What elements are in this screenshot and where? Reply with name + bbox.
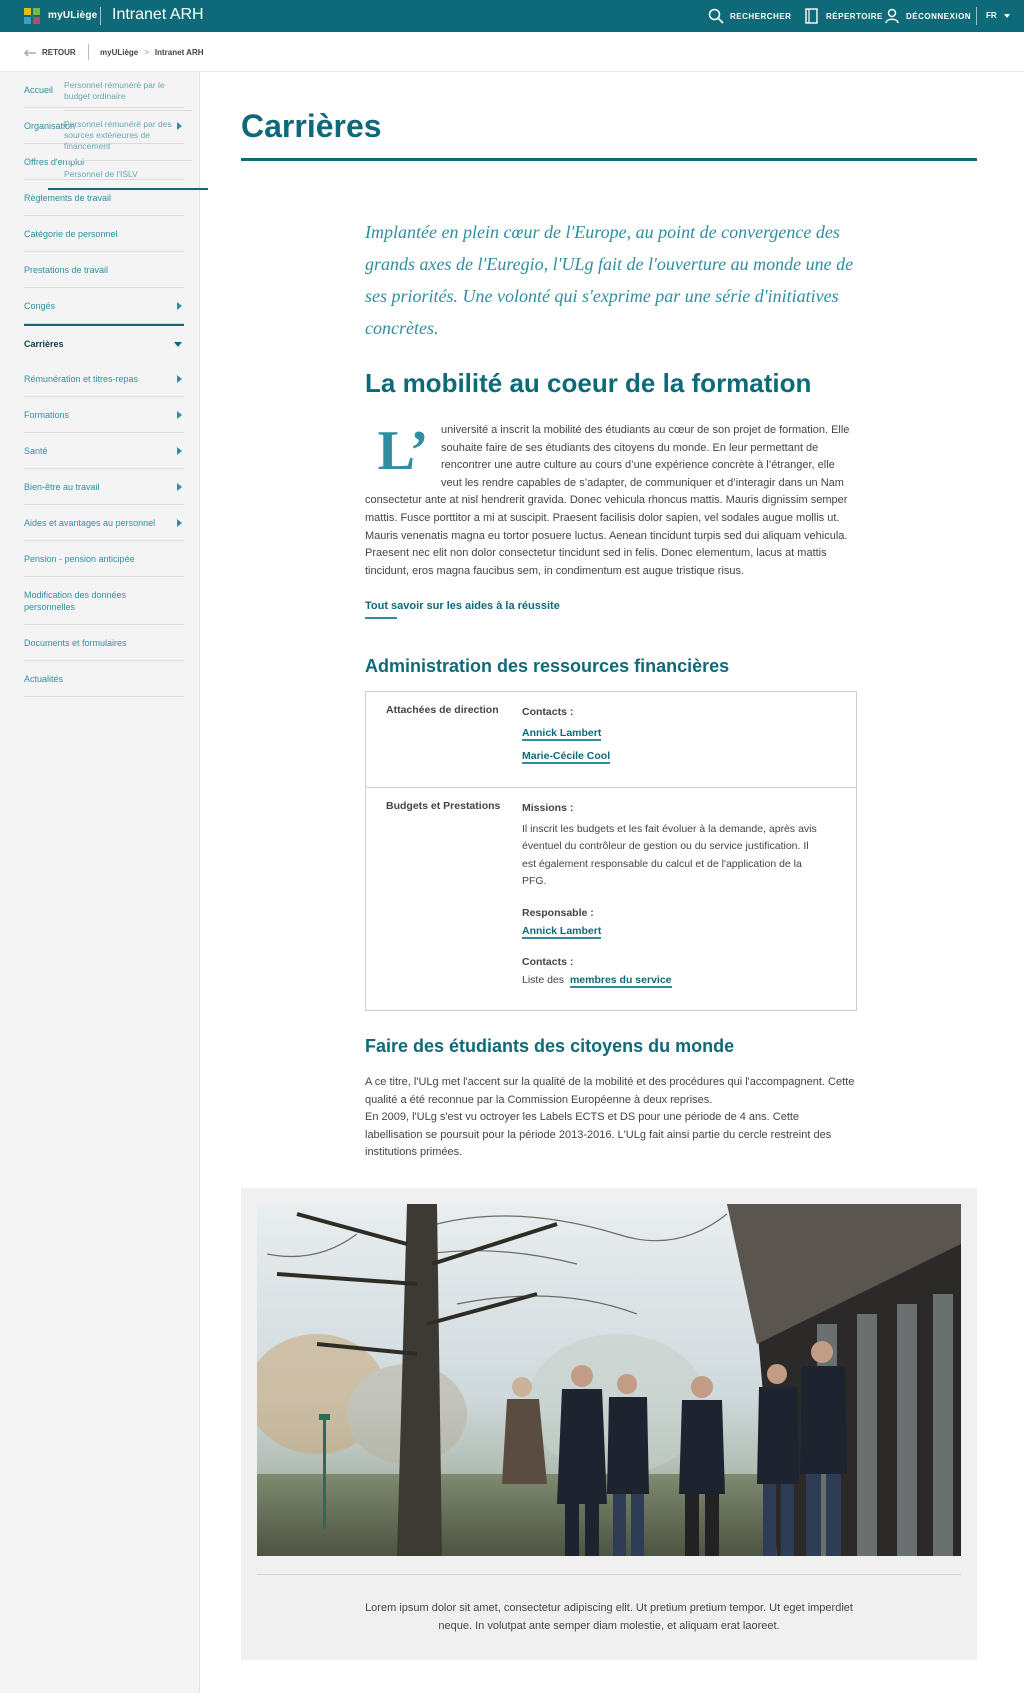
logout-button[interactable] bbox=[884, 8, 971, 24]
sidebar-item-label: Congés bbox=[24, 301, 56, 311]
section-heading-mobility: La mobilité au coeur de la formation bbox=[365, 368, 812, 398]
brand-name[interactable]: myULiège bbox=[48, 10, 98, 21]
breadcrumb bbox=[100, 48, 204, 57]
sidebar-item-label: Documents et formulaires bbox=[24, 638, 127, 648]
sidebar-subitem-1[interactable]: Personnel rémunéré par des sources extérieures de financement bbox=[64, 111, 192, 161]
sidebar-item-label: Rémunération et titres-repas bbox=[24, 374, 139, 384]
contact-link-annick-lambert[interactable]: Annick Lambert bbox=[522, 726, 602, 739]
responsable-label: Responsable : bbox=[522, 906, 594, 919]
section-heading-citizens: Faire des étudiants des citoyens du monde bbox=[365, 1036, 735, 1056]
row-label-budgets: Budgets et Prestations bbox=[386, 800, 501, 812]
sidebar bbox=[0, 72, 200, 1693]
sidebar-subnav bbox=[48, 72, 208, 190]
row-body-direction bbox=[522, 704, 822, 766]
search-button[interactable] bbox=[708, 8, 791, 24]
table-row bbox=[366, 788, 856, 1010]
link-underline bbox=[365, 617, 397, 619]
sidebar-item-6[interactable] bbox=[24, 288, 184, 324]
sidebar-nav bbox=[24, 72, 184, 697]
directory-label: RÉPERTOIRE bbox=[826, 11, 883, 21]
table-row bbox=[366, 692, 856, 788]
directory-button[interactable] bbox=[804, 8, 883, 24]
breadcrumb-divider bbox=[88, 44, 89, 60]
responsable-link[interactable]: Annick Lambert bbox=[522, 924, 602, 937]
chevron-right-icon bbox=[177, 447, 182, 455]
sidebar-item-9[interactable] bbox=[24, 397, 184, 433]
citizens-text-1: A ce titre, l'ULg met l'accent sur la qualité de la mobilité et des procédures qui l'accompagnent. Cette qualité a été reconnue par la Commission Européenne à deux reprises. bbox=[365, 1076, 855, 1106]
caption-divider bbox=[257, 1574, 961, 1575]
citizens-text-2: En 2009, l'ULg s'est vu octroyer les Labels ECTS et DS pour une période de 4 ans. Cette labellisation se poursuit pour la période 2013-2016. L'ULg fait ainsi partie du cercle restreint des institutions primées. bbox=[365, 1111, 832, 1159]
sidebar-item-label: Catégorie de personnel bbox=[24, 229, 118, 239]
chevron-down-icon bbox=[174, 342, 182, 347]
uliege-logo-icon[interactable] bbox=[24, 8, 40, 24]
success-aid-link[interactable]: Tout savoir sur les aides à la réussite bbox=[365, 600, 560, 612]
sidebar-item-label: Bien-être au travail bbox=[24, 482, 100, 492]
missions-label: Missions : bbox=[522, 802, 574, 814]
sidebar-item-label: Actualités bbox=[24, 674, 64, 684]
students-photo bbox=[257, 1204, 961, 1556]
drop-cap: L’ bbox=[377, 420, 429, 482]
sidebar-item-label: Règlements de travail bbox=[24, 193, 112, 203]
app-title[interactable]: Intranet ARH bbox=[112, 6, 204, 23]
sidebar-item-label: Modification des données personnelles bbox=[24, 590, 127, 612]
citizens-paragraph bbox=[365, 1074, 857, 1162]
mobility-text: université a inscrit la mobilité des étudiants au cœur de son projet de formation. Elle souhaite faire de ses étudiants des citoyens du monde. En leur permettant de rencontrer une autre culture au cours d’une expérience concrète à l’étranger, elle veut les rendre capables de s’adapter, de communiquer et d’interagir dans un Nam consectetur ante at nisl hendrerit gravida. Donec vehicula rhoncus mattis. Mauris dignissim semper mattis. Fusce porttitor a mi at suscipit. Praesent facilisis dolor sapien, vel sodales augue mollis ut. Mauris venenatis magna eu tortor posuere luctus. Aenean tincidunt turpis sed dui aliquam vehicula. Praesent nec elit non dolor consectetur tincidunt sed in felis. Donec elementum, lacus at mattis tincidunt, eros magna faucibus sem, in condimentum est augue tristique risus. bbox=[365, 424, 850, 577]
chevron-down-icon bbox=[1004, 14, 1010, 18]
search-label: RECHERCHER bbox=[730, 11, 792, 21]
sidebar-item-8[interactable] bbox=[24, 361, 184, 397]
chevron-right-icon bbox=[177, 302, 182, 310]
sidebar-item-label: Carrières bbox=[24, 339, 64, 349]
page-title: Carrières bbox=[241, 108, 382, 144]
sidebar-item-14[interactable] bbox=[24, 577, 184, 625]
chevron-right-icon: > bbox=[144, 48, 149, 57]
book-icon bbox=[804, 8, 820, 24]
sidebar-item-13[interactable] bbox=[24, 541, 184, 577]
sidebar-item-10[interactable] bbox=[24, 433, 184, 469]
chevron-right-icon bbox=[177, 411, 182, 419]
contacts-table bbox=[365, 691, 857, 1011]
language-selector[interactable] bbox=[986, 11, 1010, 20]
sidebar-item-label: Organisation bbox=[24, 121, 76, 131]
top-bar bbox=[0, 0, 1024, 32]
photo-caption: Lorem ipsum dolor sit amet, consectetur adipiscing elit. Ut pretium pretium tempor. Ut eget imperdiet neque. In volutpat ante semper diam molestie, et aliquam erat laoreet. bbox=[365, 1602, 853, 1632]
sidebar-item-label: Pension - pension anticipée bbox=[24, 554, 135, 564]
user-icon bbox=[884, 8, 900, 24]
sidebar-item-16[interactable] bbox=[24, 661, 184, 697]
section-heading-admin: Administration des ressources financières bbox=[365, 656, 730, 676]
sidebar-item-label: Formations bbox=[24, 410, 70, 420]
sidebar-subitem-0[interactable]: Personnel rémunéré par le budget ordinaire bbox=[64, 72, 192, 111]
topbar-divider bbox=[100, 7, 101, 25]
contact-link-marie-cecile-cool[interactable]: Marie-Cécile Cool bbox=[522, 750, 611, 763]
breadcrumb-item-intranet[interactable]: Intranet ARH bbox=[154, 48, 204, 57]
search-icon bbox=[708, 8, 724, 24]
sidebar-item-label: Santé bbox=[24, 446, 48, 456]
sidebar-item-5[interactable] bbox=[24, 252, 184, 288]
logout-label: DÉCONNEXION bbox=[906, 11, 972, 21]
sidebar-item-label: Accueil bbox=[24, 85, 54, 95]
sidebar-item-12[interactable] bbox=[24, 505, 184, 541]
breadcrumb-item-myuliege[interactable]: myULiège bbox=[100, 48, 139, 57]
back-label: RETOUR bbox=[42, 48, 76, 57]
mobility-paragraph bbox=[365, 422, 857, 580]
lang-divider bbox=[976, 7, 977, 25]
title-rule bbox=[241, 158, 977, 161]
sidebar-item-label: Aides et avantages au personnel bbox=[24, 518, 156, 528]
sidebar-subitem-2[interactable]: Personnel de l'ISLV bbox=[64, 169, 138, 179]
sidebar-item-4[interactable] bbox=[24, 216, 184, 252]
sidebar-item-label: Prestations de travail bbox=[24, 265, 109, 275]
row-body-budgets bbox=[522, 800, 822, 989]
row-label-direction: Attachées de direction bbox=[386, 704, 499, 716]
arrow-left-icon bbox=[24, 49, 36, 57]
contacts-label-2: Contacts : bbox=[522, 956, 574, 969]
photo-panel bbox=[241, 1188, 977, 1660]
missions-text: Il inscrit les budgets et les fait évoluer à la demande, après avis éventuel du contrôleur de gestion ou du service justification. Il est également responsable du calcul et de l'application de la PFG. bbox=[522, 822, 817, 888]
chevron-right-icon bbox=[177, 483, 182, 491]
sidebar-item-7[interactable] bbox=[24, 324, 184, 361]
sidebar-item-label: Offres d'emploi bbox=[24, 157, 85, 167]
sidebar-item-11[interactable] bbox=[24, 469, 184, 505]
contacts-label: Contacts : bbox=[522, 706, 574, 718]
service-members-link[interactable]: membres du service bbox=[569, 973, 672, 986]
chevron-right-icon bbox=[177, 375, 182, 383]
breadcrumb-bar bbox=[0, 32, 1024, 72]
chevron-right-icon bbox=[177, 519, 182, 527]
language-value: FR bbox=[986, 11, 997, 20]
contacts-prefix: Liste des bbox=[522, 973, 565, 986]
lead-paragraph: Implantée en plein cœur de l'Europe, au point de convergence des grands axes de l'Euregio, l'ULg fait de l'ouverture au monde une de ses priorités. Une volonté qui s'exprime par une série d'initiatives concrètes. bbox=[365, 222, 854, 338]
back-button[interactable] bbox=[24, 48, 76, 57]
sidebar-item-15[interactable] bbox=[24, 625, 184, 661]
